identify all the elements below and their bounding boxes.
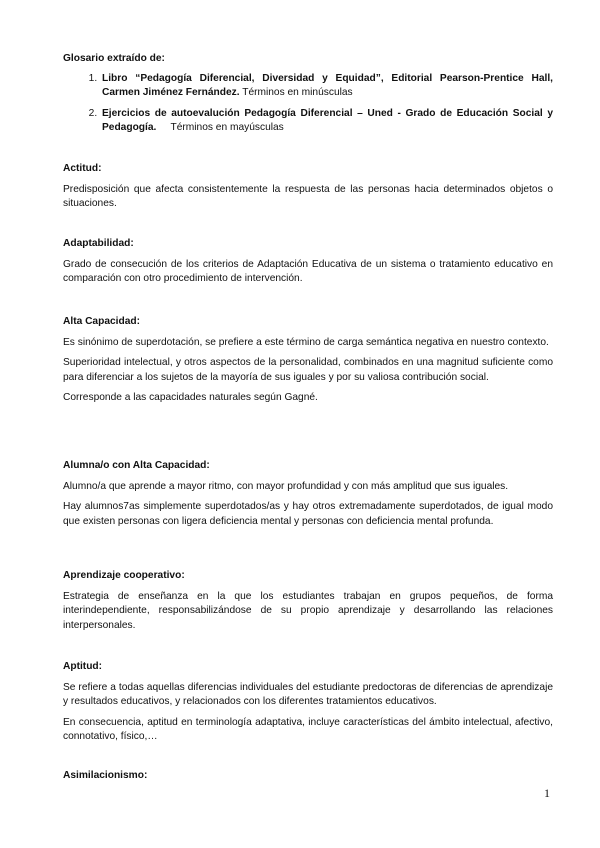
- entry-definition: Superioridad intelectual, y otros aspectos de la personalidad, combinados en una magnitud suficiente como para diferenciar a los sujetos de la mayoría de sus iguales y por su valiosa contribución social.: [63, 357, 553, 383]
- entry-term: Alta Capacidad:: [63, 316, 140, 327]
- glossary-entry-aprendizaje-cooperativo: [63, 569, 553, 639]
- entry-term: Aptitud:: [63, 661, 103, 672]
- glossary-entry-alumno-alta-capacidad: [63, 459, 553, 535]
- source-note: Términos en minúsculas: [242, 87, 353, 98]
- entry-definition: Hay alumnos7as simplemente superdotados/as y hay otros extremadamente superdotados, de igual modo que existen personas con ligera deficiencia mental y personas con deficiencia mental profunda.: [63, 501, 553, 527]
- entry-term: Aprendizaje cooperativo:: [63, 570, 185, 581]
- glossary-entry-alta-capacidad: [63, 315, 553, 412]
- entry-definition: Es sinónimo de superdotación, se prefiere a este término de carga semántica negativa en nuestro contexto.: [63, 336, 549, 348]
- source-item: [100, 72, 553, 101]
- entry-definition: Alumno/a que aprende a mayor ritmo, con mayor profundidad y con más amplitud que sus iguales.: [63, 480, 509, 492]
- document-page: [63, 52, 553, 781]
- entry-definition: Estrategia de enseñanza en la que los estudiantes trabajan en grupos pequeños, de forma interindependiente, responsabilizándose de su propio aprendizaje y desarrollando las relaciones interpersonales.: [63, 590, 553, 631]
- source-title: Libro “Pedagogía Diferencial, Diversidad y Equidad”, Editorial Pearson-Prentice Hall, Carmen Jiménez Fernández.: [102, 72, 553, 98]
- glossary-title: Glosario extraído de:: [63, 53, 165, 64]
- entry-definition: En consecuencia, aptitud en terminología adaptativa, incluye características del ámbito intelectual, afectivo, connotativo, físico,…: [63, 716, 553, 742]
- source-item: [100, 107, 553, 136]
- sources-list: [63, 72, 553, 136]
- entry-term: Asimilacionismo:: [63, 770, 148, 781]
- entry-term: Adaptabilidad:: [63, 238, 134, 249]
- source-title: Ejercicios de autoevalución Pedagogía Diferencial – Uned - Grado de Educación Social y Pedagogía.: [102, 107, 553, 133]
- glossary-entry-adaptabilidad: [63, 237, 553, 293]
- page-number: 1: [544, 786, 550, 800]
- entry-definition: Predisposición que afecta consistentemente la respuesta de las personas hacia determinados objetos o situaciones.: [63, 183, 553, 209]
- glossary-entry-asimilacionismo: [63, 769, 553, 790]
- source-note: Términos en mayúsculas: [170, 122, 284, 133]
- entry-term: Alumna/o con Alta Capacidad:: [63, 460, 210, 471]
- entry-term: Actitud:: [63, 163, 102, 174]
- entry-definition: Corresponde a las capacidades naturales según Gagné.: [63, 392, 318, 403]
- glossary-entry-aptitud: [63, 660, 553, 751]
- glossary-entry-actitud: [63, 162, 553, 218]
- entry-definition: Se refiere a todas aquellas diferencias individuales del estudiante predoctoras de diferencias de aprendizaje y resultados educativos, y relacionados con los diferentes tratamientos educativos.: [63, 681, 553, 707]
- entry-definition: Grado de consecución de los criterios de Adaptación Educativa de un sistema o tratamiento educativo en comparación con otro procedimiento de intervención.: [63, 258, 553, 284]
